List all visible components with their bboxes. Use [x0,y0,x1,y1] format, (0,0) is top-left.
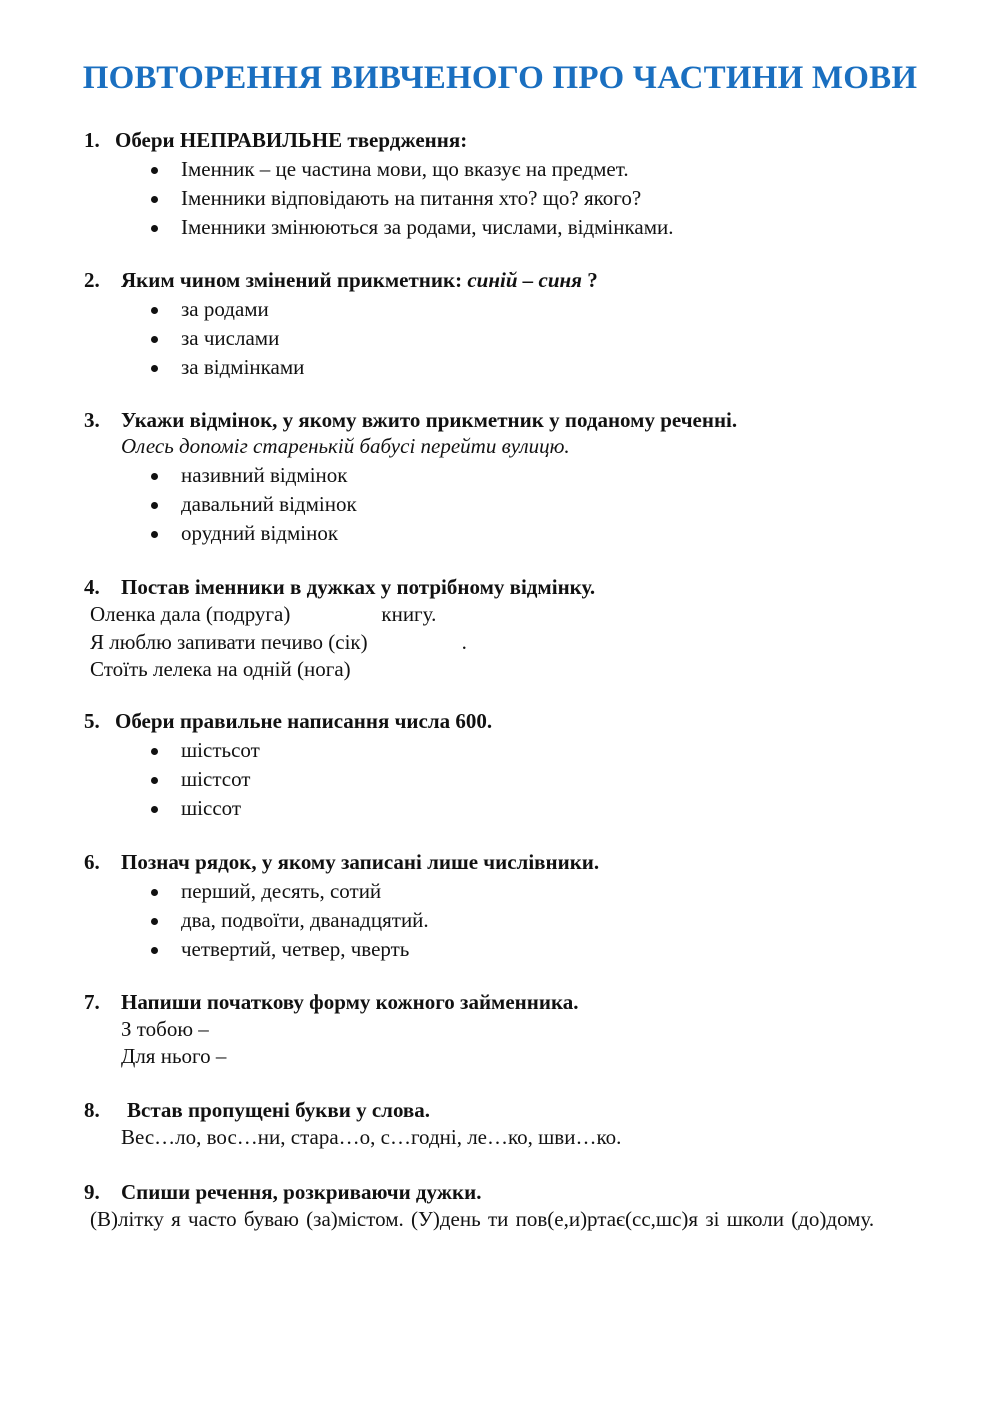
question-7-heading: 7. Напиши початкову форму кожного займенника. [84,988,579,1017]
question-number: 5. [84,709,100,733]
fill-line: Я люблю запивати печиво (сік) . [90,630,467,654]
fill-line: Оленка дала (подруга) книгу. [90,602,437,626]
option-item[interactable]: перший, десять, сотий [151,877,599,906]
option-item[interactable]: шістсот [151,765,492,794]
question-3-options [84,461,737,548]
option-item[interactable]: шістьсот [151,736,492,765]
option-item[interactable]: Іменники відповідають на питання хто? що? якого? [151,184,673,213]
option-item[interactable]: за родами [151,295,598,324]
question-5-options [84,736,492,823]
option-item[interactable]: Іменник – це частина мови, що вказує на предмет. [151,155,673,184]
question-2 [84,266,598,382]
question-2-heading: 2. Яким чином змінений прикметник: синій – синя ? [84,266,598,295]
question-6-options [84,877,599,964]
missing-letters-words: Вес…ло, вос…ни, стара…о, с…годні, ле…ко, шви…ко. [121,1125,622,1149]
option-item[interactable]: Іменники змінюються за родами, числами, відмінками. [151,213,673,242]
question-number: 4. [84,575,100,599]
option-item[interactable]: давальний відмінок [151,490,737,519]
question-6 [84,848,599,964]
question-3-heading: 3. Укажи відмінок, у якому вжито прикметник у поданому реченні. [84,406,737,435]
question-number: 2. [84,268,100,292]
question-8-heading: 8. Встав пропущені букви у слова. [84,1096,621,1125]
option-item[interactable]: за числами [151,324,598,353]
question-9-heading: 9. Спиши речення, розкриваючи дужки. [84,1178,938,1207]
pronoun-line: Для нього – [121,1044,227,1068]
copy-sentence: (В)літку я часто буваю (за)містом. (У)день ти пов(е,и)ртає(сс,шс)я зі школи (до)дому. [90,1207,875,1231]
question-number: 6. [84,850,100,874]
question-number: 3. [84,408,100,432]
question-number: 9. [84,1180,100,1204]
option-item[interactable]: шіссот [151,794,492,823]
question-1-options [84,155,673,242]
question-3-sentence: Олесь допоміг старенькій бабусі перейти вулицю. [121,434,570,458]
option-item[interactable]: називний відмінок [151,461,737,490]
pronoun-line: З тобою – [121,1017,209,1041]
question-6-heading: 6. Познач рядок, у якому записані лише числівники. [84,848,599,877]
question-4 [84,573,595,684]
fill-line: Стоїть лелека на одній (нога) [90,657,351,681]
question-5 [84,707,492,823]
question-1 [84,126,673,242]
question-2-options [84,295,598,382]
question-number: 1. [84,128,100,152]
option-item[interactable]: за відмінками [151,353,598,382]
question-9 [84,1178,938,1233]
question-8 [84,1096,621,1152]
question-7 [84,988,579,1071]
question-5-heading: 5. Обери правильне написання числа 600. [84,707,492,736]
option-item[interactable]: четвертий, четвер, чверть [151,935,599,964]
question-3 [84,406,737,548]
question-1-heading: 1. Обери НЕПРАВИЛЬНЕ твердження: [84,126,673,155]
option-item[interactable]: орудний відмінок [151,519,737,548]
page-title: ПОВТОРЕННЯ ВИВЧЕНОГО ПРО ЧАСТИНИ МОВИ [82,60,918,96]
question-number: 8. [84,1098,100,1122]
question-number: 7. [84,990,100,1014]
option-item[interactable]: два, подвоїти, дванадцятий. [151,906,599,935]
question-4-heading: 4. Постав іменники в дужках у потрібному відмінку. [84,573,595,602]
